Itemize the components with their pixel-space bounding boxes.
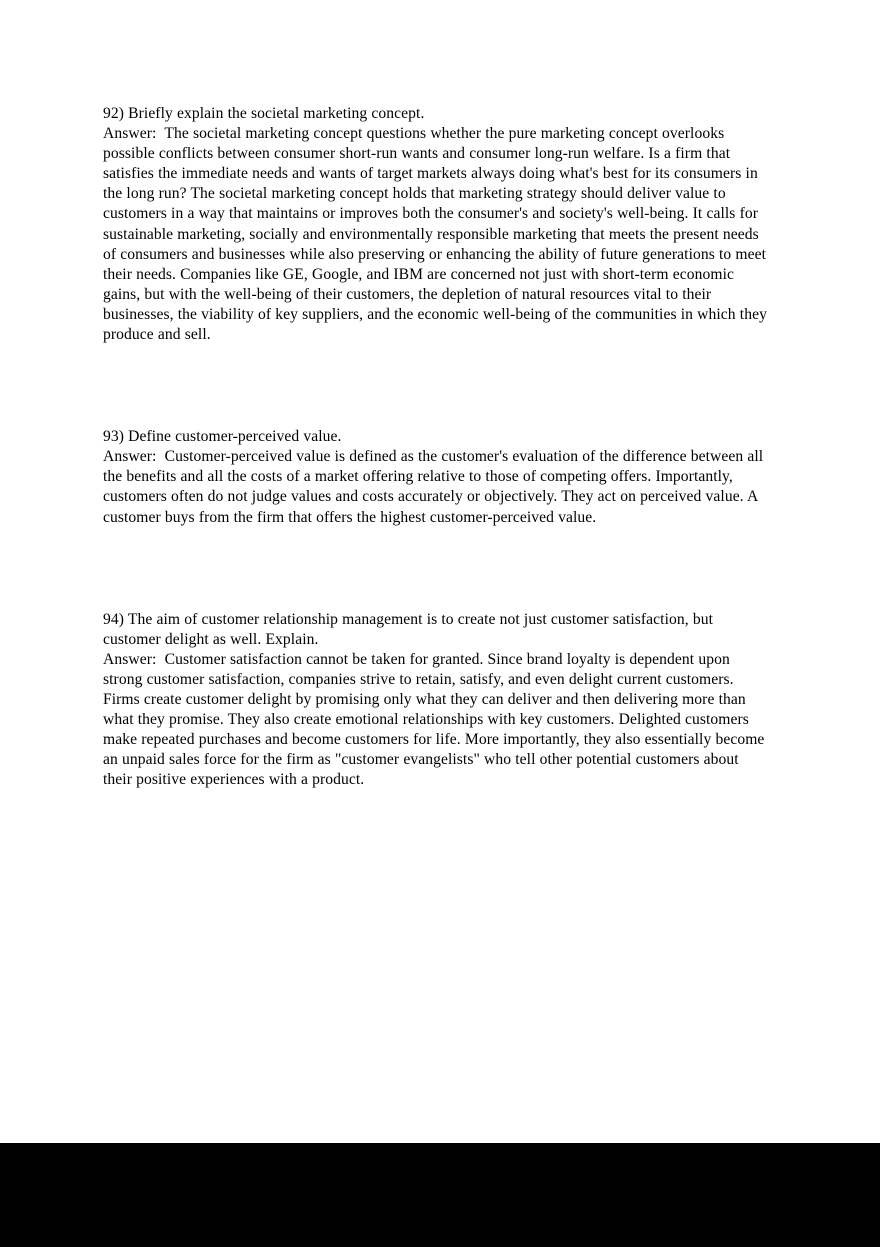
qa-block-93: [103, 427, 771, 527]
page-bottom-black-band: [0, 1143, 880, 1247]
question-answer-list: [103, 104, 771, 790]
question-answer-93: Answer: Customer-perceived value is defined as the customer's evaluation of the difference between all the benefits and all the costs of a market offering relative to those of competing offers. Importantly, customers often do not judge values and costs accurately or objectively. They act on perceived value. A customer buys from the firm that offers the highest customer-perceived value.: [103, 448, 768, 526]
question-answer-92: Answer: The societal marketing concept questions whether the pure marketing concept overlooks possible conflicts between consumer short-run wants and consumer long-run welfare. Is a firm that satisfies the immediate needs and wants of target markets always doing what's best for its consumers in the long run? The societal marketing concept holds that marketing strategy should deliver value to customers in a way that maintains or improves both the consumer's and society's well-being. It calls for sustainable marketing, socially and environmentally responsible marketing that meets the present needs of consumers and businesses while also preserving or enhancing the ability of future generations to meet their needs. Companies like GE, Google, and IBM are concerned not just with short-term economic gains, but with the well-being of their customers, the depletion of natural resources vital to their businesses, the viability of key suppliers, and the economic well-being of the communities in which they produce and sell.: [103, 125, 772, 344]
qa-block-92: [103, 104, 771, 345]
question-answer-94: Answer: Customer satisfaction cannot be taken for granted. Since brand loyalty is dependent upon strong customer satisfaction, companies strive to retain, satisfy, and even delight current customers. Firms create customer delight by promising only what they can deliver and then delivering more than what they promise. They also create emotional relationships with key customers. Delighted customers make repeated purchases and become customers for life. More importantly, they also essentially become an unpaid sales force for the firm as "customer evangelists" who tell other potential customers about their positive experiences with a product.: [103, 650, 769, 789]
question-prompt-93: 93) Define customer-perceived value.: [103, 428, 342, 446]
question-prompt-94: 94) The aim of customer relationship management is to create not just customer satisfaction, but customer delight as well. Explain.: [103, 610, 718, 648]
qa-block-94: [103, 610, 771, 791]
question-prompt-92: 92) Briefly explain the societal marketing concept.: [103, 105, 425, 122]
